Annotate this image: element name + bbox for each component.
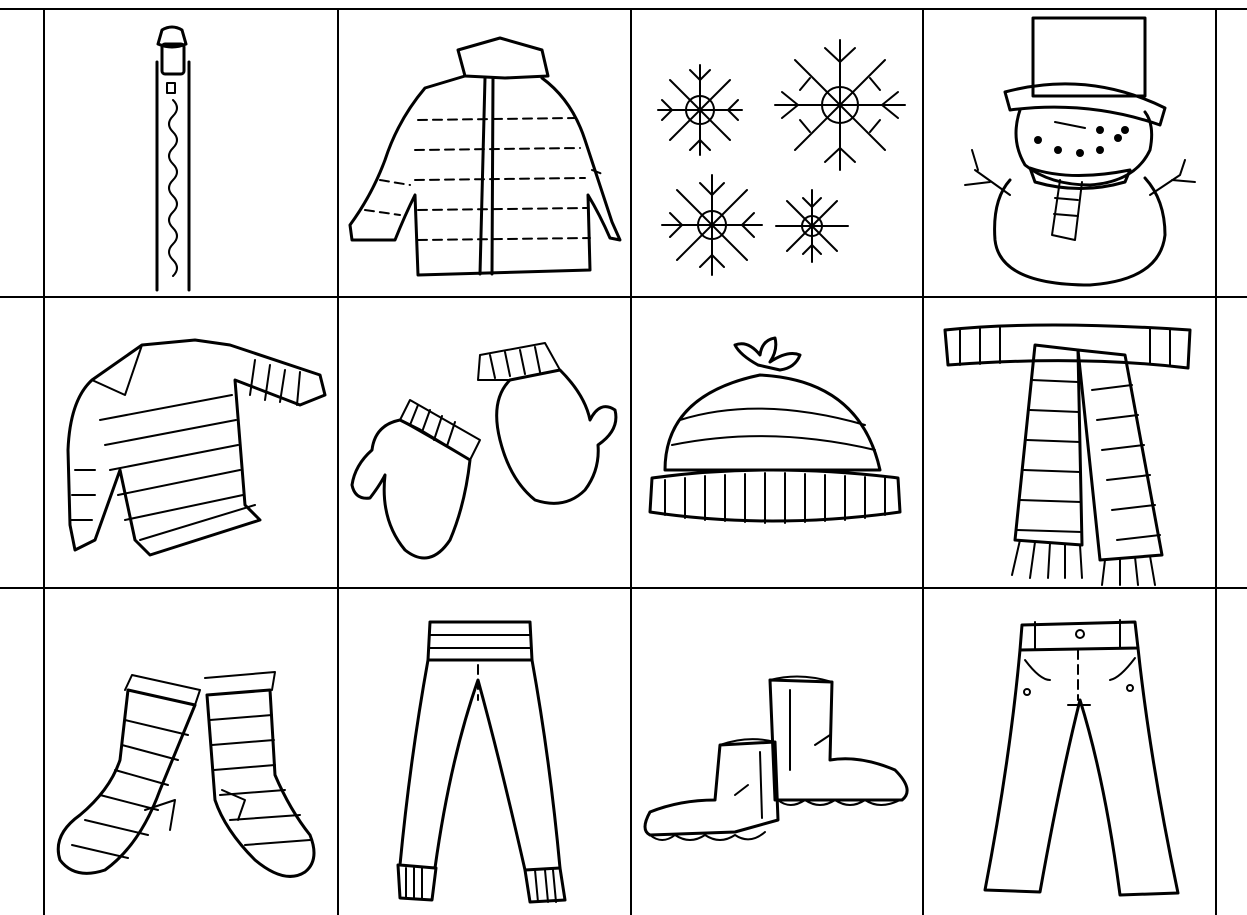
jeans-icon — [0, 0, 1247, 915]
